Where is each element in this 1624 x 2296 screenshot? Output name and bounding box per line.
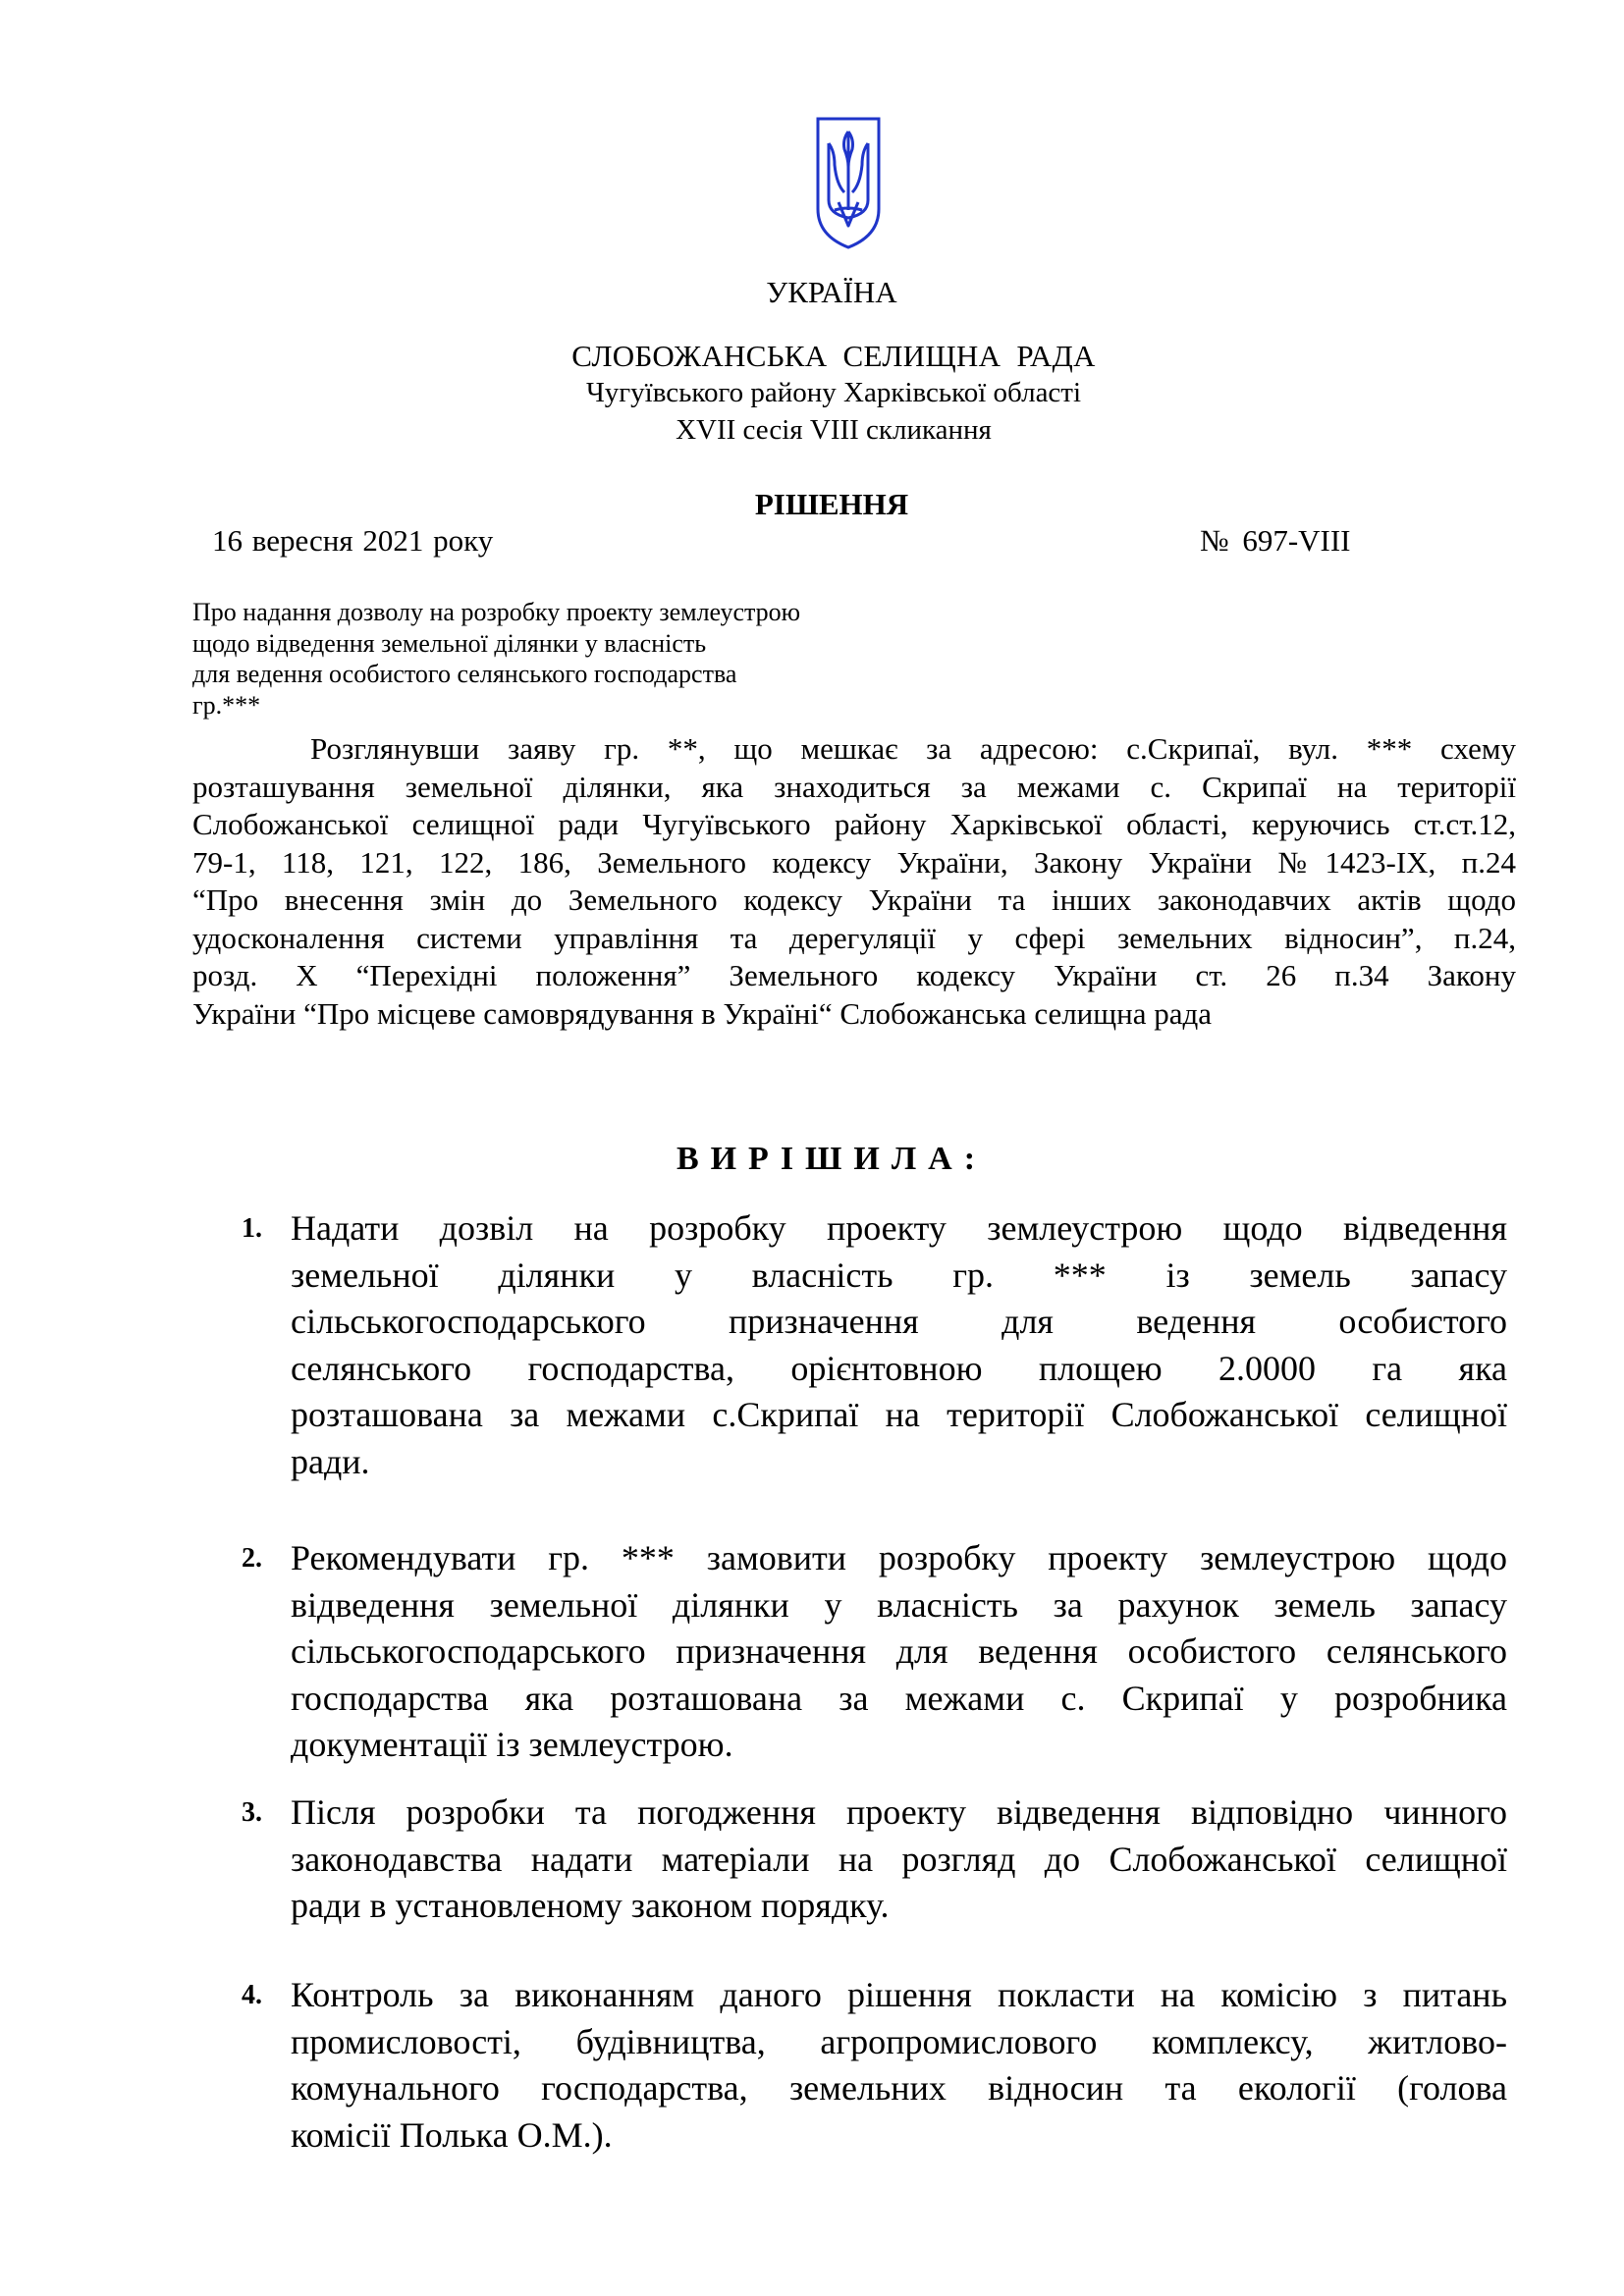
item-line: промисловості, будівництва, агропромислового комплексу, житлово- <box>291 2021 1507 2061</box>
coat-of-arms-emblem <box>815 116 882 251</box>
item-line: Після розробки та погодження проекту відведення відповідно чинного <box>291 1792 1507 1832</box>
subject-line: Про надання дозволу на розробку проекту землеустрою <box>192 598 801 626</box>
subject-line: гр.*** <box>192 690 261 720</box>
item-number: 1. <box>242 1213 262 1244</box>
item-text <box>291 1205 1507 1485</box>
preamble-paragraph <box>192 730 1516 1033</box>
item-line: законодавства надати матеріали на розгляд до Слобожанської селищної <box>291 1839 1507 1879</box>
subject-line: щодо відведення земельної ділянки у власність <box>192 628 707 658</box>
preamble-line: розташування земельної ділянки, яка знаходиться за межами с. Скрипаї на території <box>192 769 1516 804</box>
preamble-line: Розглянувши заяву гр. **, що мешкає за адресою: с.Скрипаї, вул. *** схему <box>310 731 1516 766</box>
item-number: 2. <box>242 1543 262 1574</box>
document-title: РІШЕННЯ <box>754 487 909 521</box>
item-line: розташована за межами с.Скрипаї на території Слобожанської селищної <box>291 1395 1507 1434</box>
item-line: Контроль за виконанням даного рішення покласти на комісію з питань <box>291 1975 1507 2014</box>
item-line: сільськогосподарського призначення для ведення особистого <box>291 1302 1507 1341</box>
preamble-line: України “Про місцеве самоврядування в Україні“ Слобожанська селищна рада <box>192 995 1213 1031</box>
preamble-line: удосконалення системи управління та дерегуляції у сфері земельних відносин”, п.24, <box>192 920 1516 955</box>
item-line: комунального господарства, земельних відносин та екології (голова <box>291 2068 1507 2108</box>
council-name: СЛОБОЖАНСЬКА СЕЛИЩНА РАДА <box>571 339 1096 373</box>
item-line: сільськогосподарського призначення для ведення особистого селянського <box>291 1631 1507 1671</box>
item-line: комісії Полька О.М.). <box>291 2114 613 2155</box>
item-number: 4. <box>242 1980 262 2010</box>
preamble-line: розд. X “Перехідні положення” Земельного кодексу України ст. 26 п.34 Закону <box>192 958 1516 992</box>
decision-subject <box>192 597 978 721</box>
session-info: XVII сесія VIII скликання <box>676 414 992 446</box>
item-line: Надати дозвіл на розробку проекту землеустрою щодо відведення <box>291 1208 1507 1248</box>
decision-date: 16 вересня 2021 року <box>212 523 494 558</box>
preamble-line: Слобожанської селищної ради Чугуївського району Харківської області, керуючись ст.ст.12, <box>192 807 1516 841</box>
district-name: Чугуївського району Харківської області <box>585 377 1082 408</box>
decision-number: № 697-VIII <box>1200 523 1351 558</box>
item-number: 3. <box>242 1797 262 1828</box>
item-line: документації із землеустрою. <box>291 1725 733 1764</box>
item-line: земельної ділянки у власність гр. *** із земель запасу <box>291 1255 1507 1295</box>
preamble-line: “Про внесення змін до Земельного кодексу України та інших законодавчих актів щодо <box>192 882 1516 917</box>
item-text <box>291 1535 1507 1769</box>
item-line: господарства яка розташована за межами с. Скрипаї у розробника <box>291 1678 1507 1718</box>
subject-line: для ведення особистого селянського господарства <box>192 660 737 688</box>
item-line: відведення земельної ділянки у власність за рахунок земель запасу <box>291 1584 1507 1625</box>
item-text <box>291 1789 1507 1930</box>
item-line: Рекомендувати гр. *** замовити розробку проекту землеустрою щодо <box>291 1538 1507 1577</box>
trident-icon <box>829 132 868 226</box>
item-line: ради. <box>291 1441 370 1481</box>
preamble-line: 79-1, 118, 121, 122, 186, Земельного кодексу України, Закону України №1423-IX, п.24 <box>192 844 1516 880</box>
item-text <box>291 1972 1507 2159</box>
country-name: УКРАЇНА <box>766 275 897 309</box>
decided-heading: ВИРІШИЛА: <box>676 1141 988 1177</box>
item-line: ради в установленому законом порядку. <box>291 1886 890 1925</box>
item-line: селянського господарства, орієнтовною площею 2.0000 га яка <box>291 1348 1507 1388</box>
